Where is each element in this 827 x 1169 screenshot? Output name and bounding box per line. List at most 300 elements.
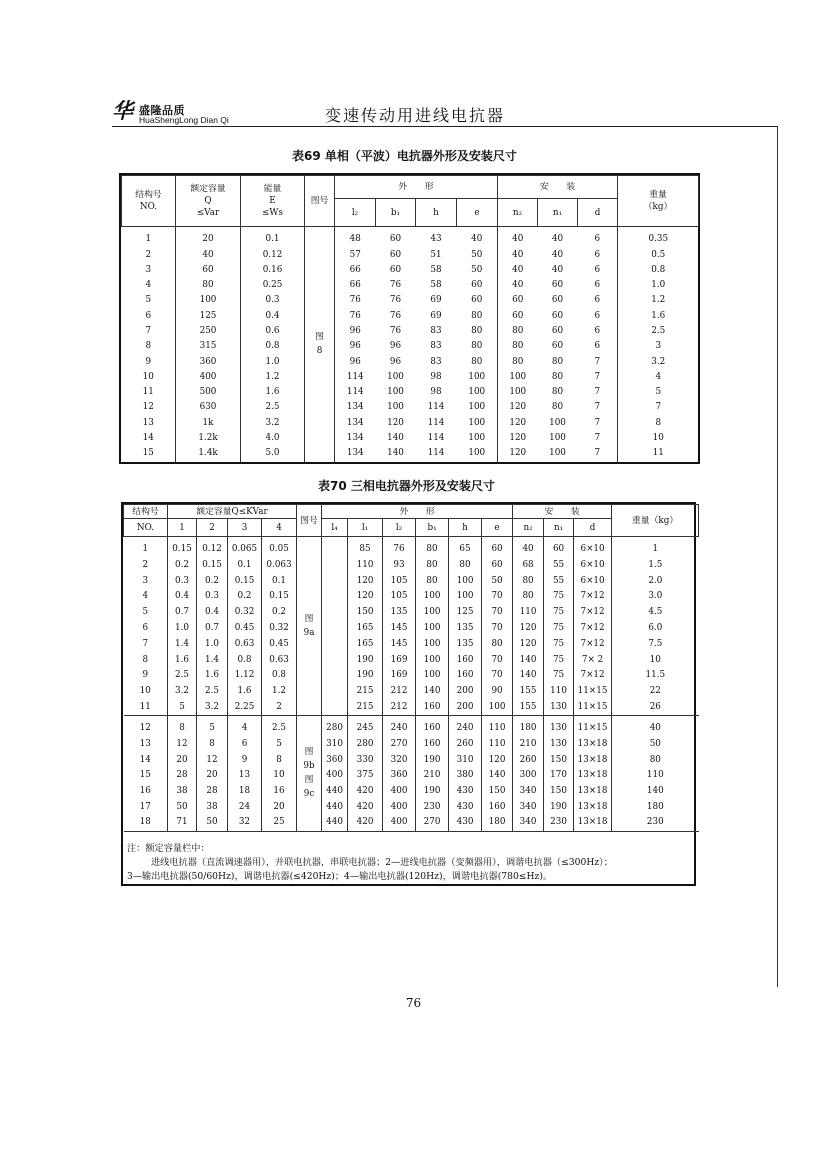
cell-line: 图 [315, 332, 324, 343]
table-cell: 100 [549, 448, 566, 459]
table-cell: 7 [142, 638, 149, 649]
table-cell: 2.25 [228, 700, 262, 716]
table-cell: 76 [349, 295, 361, 306]
table-cell: 60 [389, 264, 402, 275]
table-cell: 8 [142, 654, 149, 665]
table-cell: 2 [262, 700, 297, 716]
table-cell: 140 [482, 768, 513, 784]
table-cell: 100 [498, 385, 538, 400]
table-cell: 100 [549, 417, 566, 428]
table70 [121, 502, 696, 886]
table-cell: 80 [471, 356, 483, 367]
table-cell: 40 [498, 248, 538, 263]
cell-line: 9c [303, 789, 315, 800]
table-cell: 96 [349, 341, 361, 352]
table-cell: 65 [449, 537, 482, 558]
col-sub-1: l₁ [348, 519, 383, 537]
table-cell: 105 [383, 589, 416, 605]
table-cell: 16 [139, 786, 151, 797]
table-cell [322, 668, 348, 684]
table-cell: 1.0 [168, 621, 197, 637]
table-cell: 1 [145, 234, 152, 245]
table-cell: 1.5 [612, 558, 699, 574]
table-cell: 75 [544, 636, 574, 652]
table-cell: 5 [168, 700, 197, 716]
table-cell: 140 [387, 433, 404, 444]
table-cell: 260 [449, 736, 482, 752]
table-cell: 6 [594, 295, 601, 306]
table-cell: 0.16 [241, 263, 305, 278]
table-cell: 7×12 [574, 605, 612, 621]
table-cell: 20 [176, 227, 241, 248]
table-cell: 114 [427, 402, 445, 413]
table-cell: 120 [387, 417, 404, 428]
table-cell: 0.065 [228, 537, 262, 558]
table-row [122, 370, 699, 385]
table-cell: 80 [551, 371, 564, 382]
table-cell: 0.15 [197, 558, 228, 574]
table-cell [322, 636, 348, 652]
table-cell: 16 [262, 784, 297, 800]
col-sub-0: l₂ [335, 199, 376, 227]
table-cell: 125 [176, 309, 241, 324]
table70-caption: 表70 三相电抗器外形及安装尺寸 [318, 479, 495, 493]
cell-line: 9b [303, 761, 315, 772]
table-cell: 1.0 [241, 355, 305, 370]
table-cell: 8 [618, 416, 699, 431]
table-cell: 100 [468, 402, 486, 413]
table69-body [122, 227, 699, 462]
table-cell: 114 [427, 433, 445, 444]
table-cell: 110 [612, 768, 699, 784]
table-cell: 70 [482, 621, 513, 637]
cell-line: 额定容量 [190, 184, 226, 194]
table-row [122, 227, 699, 248]
col-rated-capacity [176, 176, 241, 227]
table-cell: 6×10 [574, 558, 612, 574]
table-cell: 70 [482, 605, 513, 621]
table-cell: 135 [383, 605, 416, 621]
table-cell: 13×18 [574, 800, 612, 816]
table-cell: 66 [349, 280, 361, 291]
table-cell: 6 [228, 736, 262, 752]
table-cell: 83 [430, 356, 442, 367]
table-cell: 96 [349, 325, 361, 336]
table-cell: 38 [168, 784, 197, 800]
table-cell: 2 [142, 559, 149, 570]
table-cell: 169 [383, 668, 416, 684]
table-cell: 1.6 [168, 652, 197, 668]
table-cell: 100 [468, 371, 486, 382]
table-cell: 330 [348, 752, 383, 768]
table-cell: 50 [168, 800, 197, 816]
table-cell: 9 [228, 752, 262, 768]
table70-note-divider [124, 831, 699, 835]
table-row [124, 621, 699, 637]
table-cell: 48 [349, 234, 361, 245]
table-cell: 100 [449, 589, 482, 605]
col-cap-1: 1 [168, 519, 197, 537]
table-cell: 380 [449, 768, 482, 784]
table-cell: 240 [449, 715, 482, 736]
figure-ref-9a [297, 537, 322, 716]
table-cell: 98 [430, 387, 442, 398]
table-cell: 6 [594, 341, 601, 352]
table-cell: 0.1 [228, 558, 262, 574]
cell-line: ≤Var [196, 208, 220, 218]
table-cell: 145 [383, 621, 416, 637]
table-cell: 40 [498, 263, 538, 278]
table-cell: 4.0 [241, 431, 305, 446]
table-cell: 440 [322, 800, 348, 816]
table-row [124, 815, 699, 831]
table-row [124, 800, 699, 816]
table-cell: 100 [468, 387, 486, 398]
table-cell: 26 [612, 700, 699, 716]
table-cell: 12 [142, 402, 154, 413]
table-cell: 68 [513, 558, 544, 574]
table-cell: 134 [346, 433, 364, 444]
table-cell: 80 [471, 341, 483, 352]
table-cell: 160 [482, 800, 513, 816]
col-sub-5: e [482, 519, 513, 537]
table-cell: 270 [416, 815, 449, 831]
table-cell: 134 [346, 402, 364, 413]
table-cell: 93 [383, 558, 416, 574]
table-cell: 130 [544, 715, 574, 736]
table-cell: 6 [145, 310, 152, 321]
table-cell: 0.2 [228, 589, 262, 605]
cell-line: （kg） [643, 202, 673, 212]
table-cell: 340 [513, 800, 544, 816]
table-row [122, 248, 699, 263]
table-cell: 250 [176, 324, 241, 339]
table-cell: 212 [383, 700, 416, 716]
table-cell: 420 [348, 800, 383, 816]
table-cell: 180 [513, 715, 544, 736]
table-cell: 140 [416, 684, 449, 700]
cell-line: E [269, 196, 276, 206]
table-row [122, 309, 699, 324]
table-row [122, 339, 699, 354]
col-cap-2: 2 [197, 519, 228, 537]
header-divider [112, 126, 778, 127]
table-cell: 51 [430, 249, 442, 260]
table-cell: 7 [594, 371, 601, 382]
table-cell: 420 [348, 784, 383, 800]
table-cell: 40 [551, 234, 564, 245]
table-cell: 300 [513, 768, 544, 784]
page-header-title: 变速传动用进线电抗器 [325, 106, 506, 125]
table-cell: 2.5 [241, 400, 305, 415]
table-cell: 5 [142, 607, 149, 618]
table-cell: 22 [612, 684, 699, 700]
table-cell: 100 [416, 605, 449, 621]
table-cell: 76 [389, 310, 402, 321]
table-cell: 280 [348, 736, 383, 752]
table-cell: 60 [551, 341, 564, 352]
cell-line: ≤Ws [262, 208, 283, 218]
table-cell: 0.3 [241, 293, 305, 308]
table-cell: 9 [142, 670, 149, 681]
table-row [124, 652, 699, 668]
table-cell: 4 [228, 715, 262, 736]
table-cell: 1 [142, 544, 149, 555]
col-sub-2: h [416, 199, 457, 227]
table-cell: 200 [449, 684, 482, 700]
table-cell: 315 [176, 339, 241, 354]
table-cell: 210 [513, 736, 544, 752]
note-line-2: 3—输出电抗器(50/60Hz)，调谐电抗器(≤420Hz)；4—输出电抗器(120Hz)，调谐电抗器(780≤Hz)。 [127, 871, 553, 882]
table-cell: 134 [346, 448, 364, 459]
table-cell: 1.6 [197, 668, 228, 684]
table-cell: 100 [416, 589, 449, 605]
col-figure: 图号 [297, 505, 322, 537]
table-cell: 310 [322, 736, 348, 752]
table69-header [122, 176, 699, 227]
table-row [124, 636, 699, 652]
table-row [122, 446, 699, 461]
table-cell: 83 [430, 325, 442, 336]
table70-header-row [124, 505, 699, 519]
table-cell: 170 [544, 768, 574, 784]
table-cell: 50 [612, 736, 699, 752]
table-cell: 8 [197, 736, 228, 752]
table-cell: 2 [145, 249, 152, 260]
table-cell: 1.0 [618, 278, 699, 293]
table-row [124, 537, 699, 558]
table-cell: 0.8 [262, 668, 297, 684]
table-cell: 120 [348, 589, 383, 605]
table-cell: 150 [482, 784, 513, 800]
table-cell: 13 [139, 738, 151, 749]
table-row [124, 573, 699, 589]
table-cell: 0.2 [168, 558, 197, 574]
table-cell: 12 [168, 736, 197, 752]
table-cell: 80 [513, 573, 544, 589]
table-cell: 4 [618, 370, 699, 385]
col-no-label: NO. [124, 519, 168, 537]
table-cell: 18 [139, 817, 151, 828]
table-cell: 7 [594, 387, 601, 398]
table-cell: 190 [544, 800, 574, 816]
table-cell: 80 [498, 355, 538, 370]
table-cell: 135 [449, 621, 482, 637]
table-row [122, 431, 699, 446]
table-cell: 5 [145, 295, 152, 306]
table-cell [322, 558, 348, 574]
table-cell: 400 [383, 815, 416, 831]
table-cell: 40 [612, 715, 699, 736]
table-cell: 18 [228, 784, 262, 800]
table-cell: 2.5 [197, 684, 228, 700]
table-cell: 400 [383, 784, 416, 800]
table-cell: 75 [544, 589, 574, 605]
table-row [122, 324, 699, 339]
table-cell: 11×15 [574, 715, 612, 736]
table-cell: 5 [618, 385, 699, 400]
table-cell: 1.6 [228, 684, 262, 700]
table-cell: 240 [383, 715, 416, 736]
table-cell: 1.4 [168, 636, 197, 652]
table-cell: 200 [449, 700, 482, 716]
table-cell: 0.4 [197, 605, 228, 621]
table-cell: 0.45 [228, 621, 262, 637]
table-cell: 70 [482, 668, 513, 684]
table-cell [322, 573, 348, 589]
table-cell: 1.0 [197, 636, 228, 652]
table-cell: 98 [430, 371, 442, 382]
table-cell: 2.5 [168, 668, 197, 684]
table-cell: 100 [498, 370, 538, 385]
table-cell: 0.35 [618, 227, 699, 248]
table-cell: 60 [471, 295, 483, 306]
table-cell: 310 [449, 752, 482, 768]
table-cell: 11 [139, 701, 151, 712]
table-cell: 75 [544, 652, 574, 668]
table-row [122, 416, 699, 431]
table70-header [124, 505, 699, 537]
table-cell: 8 [168, 715, 197, 736]
table-row [124, 784, 699, 800]
table-cell: 0.3 [197, 589, 228, 605]
table-cell: 215 [348, 684, 383, 700]
table-cell: 0.1 [241, 227, 305, 248]
table-cell: 15 [139, 770, 151, 781]
table-cell: 0.5 [618, 248, 699, 263]
table-cell: 9 [145, 356, 152, 367]
table-cell: 7.5 [612, 636, 699, 652]
table-cell: 10 [262, 768, 297, 784]
table-cell: 280 [322, 715, 348, 736]
table-cell: 430 [449, 784, 482, 800]
table-cell: 1.6 [241, 385, 305, 400]
col-sub-4: n₂ [498, 199, 538, 227]
table-cell: 100 [549, 433, 566, 444]
table-cell: 100 [416, 636, 449, 652]
cell-line: 图 [304, 747, 314, 758]
table-cell: 114 [427, 417, 445, 428]
table-cell: 0.4 [241, 309, 305, 324]
col-sub-4: h [449, 519, 482, 537]
table-cell: 60 [176, 263, 241, 278]
table-row [124, 605, 699, 621]
table-cell: 55 [544, 558, 574, 574]
table-cell: 105 [383, 573, 416, 589]
cell-line: 图 [304, 613, 314, 624]
table-cell: 100 [387, 371, 404, 382]
table-cell: 100 [416, 652, 449, 668]
table-cell: 0.05 [262, 537, 297, 558]
table-cell: 0.063 [262, 558, 297, 574]
table-cell: 90 [482, 684, 513, 700]
table-cell: 6 [594, 264, 601, 275]
table-row [124, 684, 699, 700]
table-cell: 135 [449, 636, 482, 652]
table-cell: 230 [416, 800, 449, 816]
table-cell: 60 [389, 249, 402, 260]
table-cell: 114 [427, 448, 445, 459]
table-cell: 114 [346, 387, 364, 398]
cell-line: NO. [139, 202, 158, 212]
col-sub-1: b₁ [376, 199, 416, 227]
table-cell: 50 [471, 249, 483, 260]
table-cell: 40 [551, 264, 564, 275]
table-cell: 1.4k [176, 446, 241, 461]
col-install: 安 装 [498, 176, 618, 199]
table-cell: 169 [383, 652, 416, 668]
table-cell: 71 [168, 815, 197, 831]
table-cell: 130 [544, 700, 574, 716]
table-cell: 160 [449, 668, 482, 684]
table-cell: 80 [551, 356, 564, 367]
table-cell [322, 700, 348, 716]
table-cell: 40 [498, 227, 538, 248]
table-cell: 7 [594, 356, 601, 367]
table-cell: 4 [145, 280, 152, 291]
table-row [122, 400, 699, 415]
col-sub-2: l₂ [383, 519, 416, 537]
table-cell: 180 [482, 815, 513, 831]
table-cell: 6 [594, 310, 601, 321]
table-cell: 76 [389, 295, 402, 306]
table-cell [322, 652, 348, 668]
table-cell: 1k [176, 416, 241, 431]
table-cell: 165 [348, 621, 383, 637]
table-cell: 140 [612, 784, 699, 800]
table-cell: 0.7 [168, 605, 197, 621]
table-cell: 15 [142, 448, 154, 459]
col-outline: 外 形 [322, 505, 513, 519]
table-cell: 320 [383, 752, 416, 768]
table-cell: 1 [612, 537, 699, 558]
page-number: 76 [405, 996, 422, 1010]
table-cell: 8 [145, 341, 152, 352]
col-weight: 重量（kg） [612, 505, 699, 537]
table-cell: 7× 2 [574, 652, 612, 668]
table-cell: 40 [176, 248, 241, 263]
table-cell: 60 [551, 295, 564, 306]
table-cell: 0.7 [197, 621, 228, 637]
table-cell: 340 [513, 815, 544, 831]
table-cell: 100 [468, 448, 486, 459]
table-cell [322, 605, 348, 621]
table-row [124, 715, 699, 736]
table-cell: 13×18 [574, 784, 612, 800]
table-cell: 11 [618, 446, 699, 461]
table-cell: 120 [498, 446, 538, 461]
table-cell: 43 [430, 234, 442, 245]
table-cell: 180 [612, 800, 699, 816]
table-cell: 60 [551, 325, 564, 336]
table-cell: 230 [612, 815, 699, 831]
table-cell: 5 [197, 715, 228, 736]
table-cell: 100 [416, 621, 449, 637]
logo-chinese: 盛隆品质 [139, 104, 185, 117]
table-cell: 80 [416, 537, 449, 558]
table-cell: 20 [168, 752, 197, 768]
col-rated-capacity: 额定容量Q≤KVar [168, 505, 297, 519]
table-cell: 32 [228, 815, 262, 831]
table-cell: 69 [430, 295, 442, 306]
table-cell: 60 [471, 280, 483, 291]
table-cell: 80 [176, 278, 241, 293]
table-cell: 57 [349, 249, 361, 260]
table-cell: 110 [513, 605, 544, 621]
table-cell: 60 [544, 537, 574, 558]
table69-caption: 表69 单相（平波）电抗器外形及安装尺寸 [292, 149, 517, 163]
table-cell: 3 [142, 575, 149, 586]
